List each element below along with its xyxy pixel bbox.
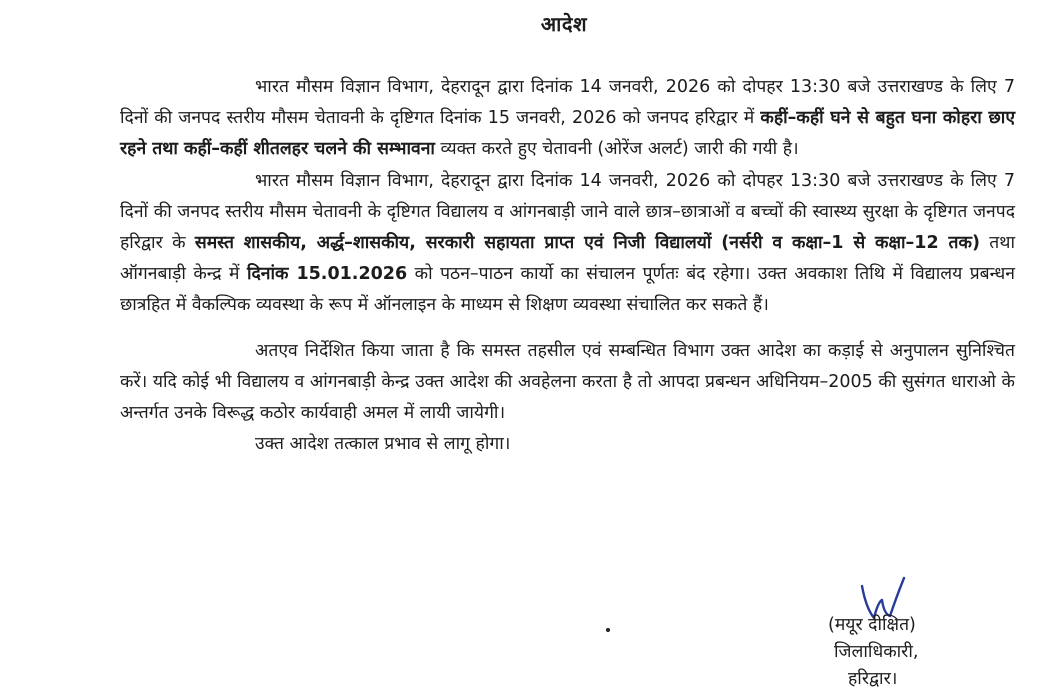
ink-dot: [606, 628, 610, 632]
paragraph-compliance-directive: अतएव निर्देशित किया जाता है कि समस्त तहसील एवं सम्बन्धित विभाग उक्त आदेश का कड़ाई से अनुपालन सुनिश्चित करें। यदि कोई भी विद्यालय व आंगनबाड़ी केन्द्र उक्त आदेश की अवहेलना करता है तो आपदा प्रबन्धन अधिनियम–2005 की सुसंगत धाराओ के अन्तर्गत उनके विरूद्ध कठोर कार्यवाही अमल में लायी जायेगी।: [120, 340, 1015, 424]
paragraph-weather-warning: भारत मौसम विज्ञान विभाग, देहरादून द्वारा दिनांक 14 जनवरी, 2026 को दोपहर 13:30 बजे उत्तराखण्ड के लिए 7 दिनों की जनपद स्तरीय मौसम चेतावनी के दृष्टिगत दिनांक 15 जनवरी, 2026 को जनपद हरिद्वार में कहीं–कहीं घने से बहुत घना कोहरा छाए रहने तथा कहीं–कहीं शीतलहर चलने की सम्भावना व्यक्त करते हुए चेतावनी (ओरेंज अलर्ट) जारी की गयी है।: [120, 77, 1015, 160]
signatory-designation: जिलाधिकारी,: [834, 642, 919, 662]
paragraph-school-closure: भारत मौसम विज्ञान विभाग, देहरादून द्वारा दिनांक 14 जनवरी, 2026 को दोपहर 13:30 बजे उत्तराखण्ड के लिए 7 दिनों की जनपद स्तरीय मौसम चेतावनी के दृष्टिगत विद्यालय व आंगनबाड़ी जाने वाले छात्र–छात्राओं व बच्चों की स्वास्थ्य सुरक्षा के दृष्टिगत जनपद हरिद्वार के समस्त शासकीय, अर्द्ध–शासकीय, सरकारी सहायता प्राप्त एवं निजी विद्यालयों (नर्सरी व कक्षा–1 से कक्षा–12 तक) तथा ऑगनबाड़ी केन्द्र में दिनांक 15.01.2026 को पठन–पाठन कार्यो का संचालन पूर्णतः बंद रहेगा। उक्त अवकाश तिथि में विद्यालय प्रबन्धन छात्रहित में वैकल्पिक व्यवस्था के रूप में ऑनलाइन के माध्यम से शिक्षण व्यवस्था संचालित कर सकते हैं।: [120, 170, 1015, 316]
paragraph-effective-immediately: उक्त आदेश तत्काल प्रभाव से लागू होगा।: [255, 434, 511, 455]
signatory-location: हरिद्वार।: [848, 669, 898, 689]
signatory-name: (मयूर दीक्षित): [828, 615, 916, 635]
document-title: आदेश: [540, 12, 588, 36]
document-body: [120, 72, 1015, 460]
signature-block: [828, 612, 1038, 693]
